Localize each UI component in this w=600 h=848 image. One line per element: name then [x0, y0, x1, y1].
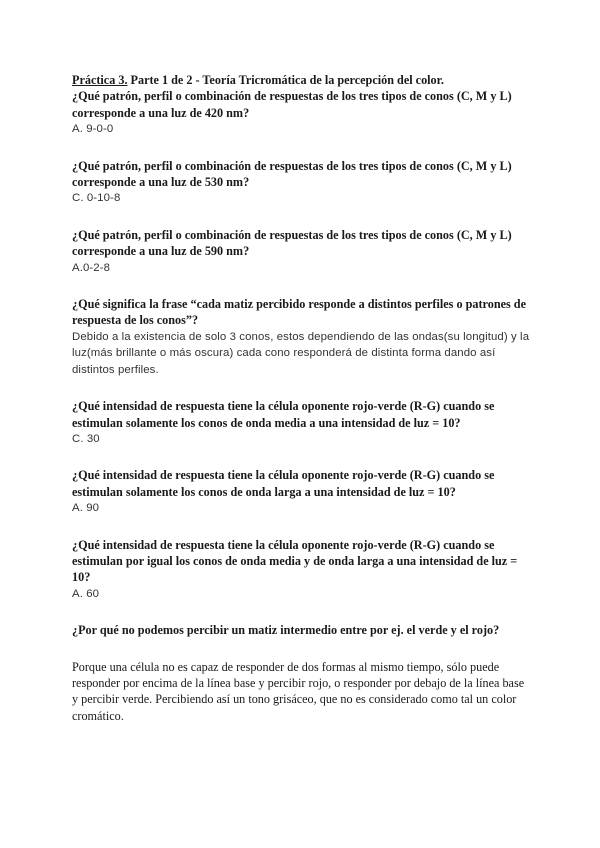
- qa-item-4: [72, 296, 532, 378]
- question-3: ¿Qué patrón, perfil o combinación de respuestas de los tres tipos de conos (C, M y L) corresponde a una luz de 590 nm?: [72, 227, 512, 259]
- question-4: ¿Qué significa la frase “cada matiz percibido responde a distintos perfiles o patrones de respuesta de los conos”?: [72, 297, 526, 328]
- question-1: ¿Qué patrón, perfil o combinación de respuestas de los tres tipos de conos (C, M y L) corresponde a una luz de 420 nm?: [72, 89, 512, 120]
- answer-4: Debido a la existencia de solo 3 conos, estos dependiendo de las ondas(su longitud) y la luz(más brillante o más oscura) cada cono responderá de distinta forma dando así distintos perfiles.: [72, 330, 530, 376]
- question-8: ¿Por qué no podemos percibir un matiz intermedio entre por ej. el verde y el rojo?: [72, 623, 500, 638]
- qa-item-5: [72, 398, 532, 447]
- qa-item-1: [72, 88, 532, 137]
- qa-item-2: [72, 158, 532, 207]
- question-2: ¿Qué patrón, perfil o combinación de respuestas de los tres tipos de conos (C, M y L) corresponde a una luz de 530 nm?: [72, 158, 512, 190]
- title-practice-label: Práctica 3.: [72, 73, 128, 87]
- answer-1: A. 9-0-0: [72, 123, 114, 136]
- qa-item-3: [72, 227, 532, 276]
- answer-2: C. 0-10-8: [72, 192, 121, 205]
- question-6: ¿Qué intensidad de respuesta tiene la célula oponente rojo-verde (R-G) cuando se estimulan solamente los conos de onda larga a una intensidad de luz = 10?: [72, 468, 495, 499]
- answer-8: Porque una célula no es capaz de responder de dos formas al mismo tiempo, sólo puede responder por encima de la línea base y percibir rojo, o responder por debajo de la línea base y percibir verde. Percibiendo así un tono grisáceo, que no es considerado como tal un color cromático.: [72, 659, 525, 723]
- question-5: ¿Qué intensidad de respuesta tiene la célula oponente rojo-verde (R-G) cuando se estimulan solamente los conos de onda media a una intensidad de luz = 10?: [72, 399, 495, 430]
- question-7: ¿Qué intensidad de respuesta tiene la célula oponente rojo-verde (R-G) cuando se estimulan por igual los conos de onda media y de onda larga a una intensidad de luz = 10?: [72, 537, 518, 585]
- qa-item-6: [72, 467, 532, 516]
- document-page: [72, 72, 532, 724]
- answer-3: A.0-2-8: [72, 261, 111, 274]
- answer-5: C. 30: [72, 432, 100, 445]
- qa-item-8: [72, 622, 532, 724]
- answer-7: A. 60: [72, 587, 100, 600]
- title-text: Parte 1 de 2 - Teoría Tricromática de la percepción del color.: [127, 73, 444, 87]
- page-title: [72, 72, 532, 88]
- answer-6: A. 90: [72, 502, 100, 515]
- qa-item-7: [72, 537, 532, 603]
